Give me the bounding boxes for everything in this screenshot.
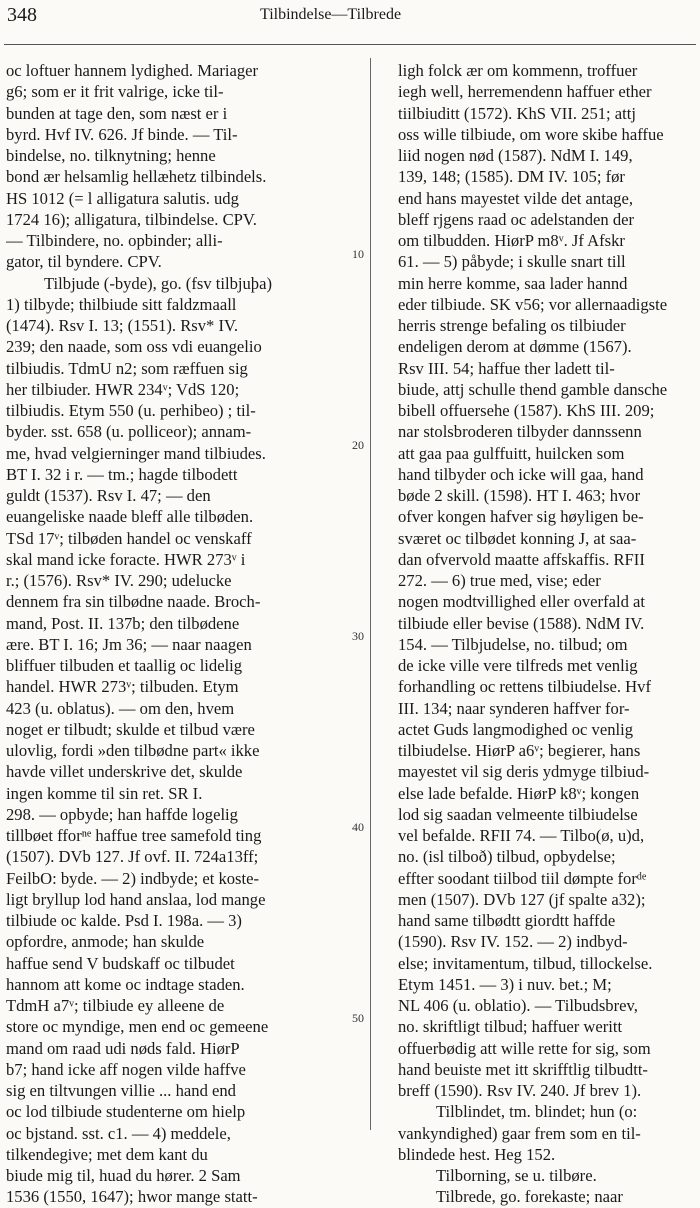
- text-line: liid nogen nød (1587). NdM I. 149,: [398, 146, 633, 165]
- text-line: BT I. 32 i r. — tm.; hagde tilbodett: [6, 464, 238, 484]
- text-line: 1536 (1550, 1647); hwor mange statt-: [6, 1187, 258, 1207]
- text-line: sværet oc tilbødet konning J, at saa-: [398, 528, 637, 548]
- text-line: NL 406 (u. oblatio). — Tilbudsbrev,: [398, 996, 638, 1015]
- text-line: hannom att kome oc indtage staden.: [6, 974, 245, 994]
- text-line: biude, attj schulle thend gamble dansche: [398, 379, 668, 399]
- text-line: 272. — 6) true med, vise; eder: [398, 571, 601, 590]
- text-line: else lade befalde. HiørP k8ᵛ; kongen: [398, 783, 640, 803]
- header-rule: [4, 44, 696, 45]
- text-line: HS 1012 (= l alligatura salutis. udg: [6, 188, 239, 208]
- text-line: FeilbO: byde. — 2) indbyde; et koste-: [6, 868, 260, 888]
- text-line: ære. BT I. 16; Jm 36; — naar naagen: [6, 634, 252, 654]
- text-line: her tilbiuder. HWR 234ᵛ; VdS 120;: [6, 379, 240, 399]
- text-line: Rsv III. 54; haffue ther ladett til-: [398, 358, 615, 378]
- text-line: guldt (1537). Rsv I. 47; — den: [6, 486, 211, 505]
- text-line: 298. — opbyde; han haffde logelig: [6, 804, 238, 824]
- text-line: de icke ville vere tilfreds met venlig: [398, 656, 638, 675]
- text-line: tillbøet fforⁿᵉ haffue tree samefold ting: [6, 826, 262, 845]
- text-line: bunden at tage den, som næst er i: [6, 103, 228, 123]
- text-line: oc lod tilbiude studenterne om hielp: [6, 1102, 246, 1122]
- text-line: tilkendegive; met dem kant du: [6, 1144, 208, 1164]
- text-line: ingen komme til sin ret. SR I.: [6, 783, 203, 803]
- text-line: TSd 17ᵛ; tilbøden handel oc venskaff: [6, 528, 252, 548]
- left-column: [6, 60, 361, 1208]
- text-line: bøde 2 skill. (1598). HT I. 463; hvor: [398, 486, 641, 505]
- text-line: III. 134; naar synderen haffver for-: [398, 698, 630, 718]
- text-line: ofver kongen hafver sig høyligen be-: [398, 507, 644, 527]
- text-line: end hans mayestet vilde det antage,: [398, 188, 633, 208]
- text-line: else; invitamentum, tilbud, tillockelse.: [398, 953, 653, 973]
- text-line: tilbiude oc kalde. Psd I. 198a. — 3): [6, 911, 242, 930]
- text-line: tilbiudis. Etym 550 (u. perhibeo) ; til-: [6, 401, 256, 420]
- text-line: lod sig saadan velmeente tilbiudelse: [398, 804, 638, 824]
- text-line: mand om raad udi nøds fald. HiørP: [6, 1038, 240, 1058]
- text-line: store oc myndige, men end oc gemeene: [6, 1017, 269, 1037]
- text-line: bleff rjgens raad oc adelstanden der: [398, 209, 635, 229]
- text-line: Tilblindet, tm. blindet; hun (o:: [436, 1102, 638, 1122]
- text-line: skal mand icke foracte. HWR 273ᵛ i: [6, 549, 246, 569]
- text-line: eder tilbiude. SK v56; vor allernaadigste: [398, 294, 668, 314]
- running-head: Tilbindelse—Tilbrede: [260, 6, 402, 23]
- text-line: (1507). DVb 127. Jf ovf. II. 724a13ff;: [6, 847, 259, 867]
- right-column: [398, 60, 692, 1208]
- text-line: no. skriftligt tilbud; haffuer weritt: [398, 1017, 623, 1037]
- text-line: nogen modtvillighed eller overfald at: [398, 592, 645, 612]
- text-line: biude mig til, huad du hører. 2 Sam: [6, 1166, 241, 1185]
- text-line: (1474). Rsv I. 13; (1551). Rsv* IV.: [6, 316, 239, 335]
- text-line: effter soodant tiilbod tiil dømpte forᵈᵉ: [398, 868, 647, 888]
- text-line: oc loftuer hannem lydighed. Mariager: [6, 61, 259, 80]
- text-line: mand, Post. II. 137b; den tilbødene: [6, 613, 240, 633]
- text-line: tilbiudelse. HiørP a6ᵛ; begierer, hans: [398, 741, 641, 760]
- text-line: sig en tiltvungen villie ... hand end: [6, 1081, 236, 1100]
- text-line: r.; (1576). Rsv* IV. 290; udelucke: [6, 571, 232, 590]
- text-line: oc bjstand. sst. c1. — 4) meddele,: [6, 1123, 231, 1143]
- text-line: vel befalde. RFII 74. — Tilbo(ø, u)d,: [398, 826, 645, 845]
- text-line: men (1507). DVb 127 (jf spalte a32);: [398, 889, 646, 909]
- text-line: bliffuer tilbuden et taallig oc lidelig: [6, 656, 243, 675]
- text-line: haffue send V budskaff oc tilbudet: [6, 953, 235, 973]
- text-line: no. (isl tilboð) tilbud, opbydelse;: [398, 847, 616, 867]
- text-line: offuerbødig att wille rette for sig, som: [398, 1038, 651, 1058]
- text-line: — Tilbindere, no. opbinder; alli-: [6, 231, 223, 250]
- text-line: hand same tilbødtt giordtt haffde: [398, 911, 616, 930]
- text-line: tilbiude eller bevise (1588). NdM IV.: [398, 613, 645, 633]
- text-line: ulovlig, fordi »den tilbødne part« ikke: [6, 741, 260, 760]
- page-header: [0, 0, 700, 44]
- text-line: ligh folck ær om kommenn, troffuer: [398, 61, 638, 80]
- text-line: Tilbrede, go. forekaste; naar: [436, 1187, 623, 1207]
- text-line: 1724 16); alligatura, tilbindelse. CPV.: [6, 209, 257, 229]
- text-line: TdmH a7ᵛ; tilbiude ey alleene de: [6, 996, 225, 1015]
- column-divider: [370, 58, 371, 1130]
- text-line: hand beuiste met itt skrifftlig tilbudtt-: [398, 1059, 648, 1079]
- text-line: g6; som er it frit valrige, icke til-: [6, 82, 224, 102]
- text-line: mayestet vil sig deris ydmyge tilbiud-: [398, 762, 650, 782]
- text-line: 154. — Tilbjudelse, no. tilbud; om: [398, 634, 628, 654]
- text-line: byder. sst. 658 (u. polliceor); annam-: [6, 422, 252, 442]
- text-line: hand tilbyder och icke will gaa, hand: [398, 464, 644, 484]
- text-line: dan ofvervold maatte affskaffis. RFII: [398, 549, 645, 569]
- text-line: tilbiudis. TdmU n2; som ræffuen sig: [6, 358, 248, 378]
- text-line: 239; den naade, som oss vdi euangelio: [6, 337, 262, 357]
- line-number: 50: [352, 1011, 364, 1025]
- text-line: opfordre, anmode; han skulde: [6, 932, 205, 952]
- line-number: 30: [352, 629, 364, 643]
- text-line: gator, til byndere. CPV.: [6, 252, 162, 272]
- line-number: 40: [352, 820, 364, 834]
- text-line: bibell offuersehe (1587). KhS III. 209;: [398, 401, 655, 420]
- text-line: herris strenge befaling os tilbiuder: [398, 316, 626, 335]
- text-line: 423 (u. oblatus). — om den, hvem: [6, 698, 235, 718]
- text-line: b7; hand icke aff nogen vilde haffve: [6, 1059, 246, 1079]
- text-line: endeligen derom at dømme (1567).: [398, 337, 632, 357]
- text-line: bindelse, no. tilknytning; henne: [6, 146, 216, 165]
- page-number: 348: [7, 4, 37, 26]
- text-line: nar stolsbroderen tilbyder dannssenn: [398, 422, 642, 442]
- text-line: 61. — 5) påbyde; i skulle snart till: [398, 252, 626, 272]
- text-line: handel. HWR 273ᵛ; tilbuden. Etym: [6, 677, 239, 697]
- text-line: blindede hest. Heg 152.: [398, 1144, 556, 1164]
- text-line: oss wille tilbiude, om wore skibe haffue: [398, 124, 664, 144]
- text-line: tiilbiuditt (1572). KhS VII. 251; attj: [398, 103, 636, 123]
- text-line: om tilbudden. HiørP m8ᵛ. Jf Afskr: [398, 231, 625, 250]
- text-line: iegh well, herremendenn haffuer ether: [398, 82, 652, 102]
- line-number: 10: [352, 247, 364, 261]
- text-line: breff (1590). Rsv IV. 240. Jf brev 1).: [398, 1081, 642, 1100]
- text-line: euangeliske naade bleff alle tilbøden.: [6, 507, 254, 527]
- text-line: ligt bryllup lod hand anslaa, lod mange: [6, 889, 266, 909]
- text-line: att gaa paa gulffuitt, huilcken som: [398, 443, 625, 463]
- text-line: 139, 148; (1585). DM IV. 105; før: [398, 167, 625, 187]
- text-line: noget er tilbudt; skulde et tilbud være: [6, 719, 255, 739]
- text-line: havde villet underskrive det, skulde: [6, 762, 243, 782]
- text-line: Etym 1451. — 3) i nuv. bet.; M;: [398, 974, 612, 994]
- text-line: Tilbjude (-byde), go. (fsv tilbjuþa): [44, 273, 272, 293]
- text-line: forhandling oc rettens tilbiudelse. Hvf: [398, 677, 651, 697]
- text-line: me, hvad velgierninger mand tilbiudes.: [6, 443, 266, 463]
- text-line: dennem fra sin tilbødne naade. Broch-: [6, 592, 261, 612]
- text-line: 1) tilbyde; thilbiude sitt faldzmaall: [6, 294, 237, 314]
- text-line: vankyndighed) gaar frem som en til-: [398, 1123, 641, 1143]
- text-line: byrd. Hvf IV. 626. Jf binde. — Til-: [6, 124, 238, 144]
- text-line: min herre komme, saa lader hannd: [398, 273, 628, 293]
- text-line: Tilborning, se u. tilbøre.: [436, 1166, 597, 1185]
- text-line: (1590). Rsv IV. 152. — 2) indbyd-: [398, 932, 628, 952]
- text-line: actet Guds langmodighed oc venlig: [398, 719, 634, 739]
- line-number: 20: [352, 438, 364, 452]
- text-line: bond ær helsamlig hellæhetz tilbindels.: [6, 167, 267, 187]
